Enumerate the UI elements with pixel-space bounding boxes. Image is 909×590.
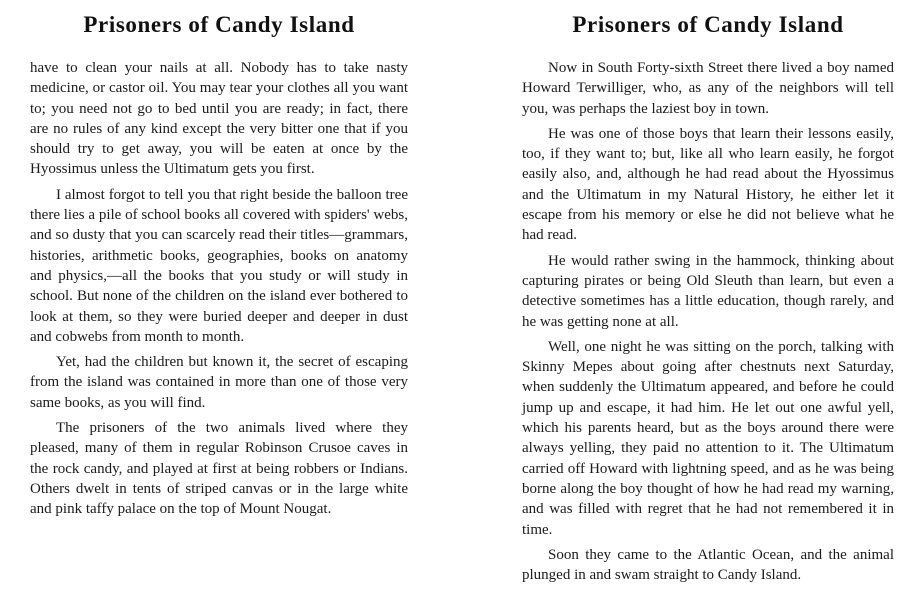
- left-page-body: [30, 58, 408, 525]
- left-page-title: Prisoners of Candy Island: [83, 12, 355, 37]
- left-paragraph-3: Yet, had the children but known it, the secret of escaping from the island was contained in more than one of those very same books, as you will find.: [30, 354, 408, 411]
- right-paragraph-5: Soon they came to the Atlantic Ocean, and the animal plunged in and swam straight to Candy Island.: [522, 546, 894, 584]
- right-page-title: Prisoners of Candy Island: [572, 12, 844, 37]
- right-paragraph-3: He would rather swing in the hammock, thinking about capturing pirates or being Old Sleuth than learn, but even a detective sometimes has a little education, though rarely, and he was getting none at all.: [522, 252, 894, 330]
- left-paragraph-4: The prisoners of the two animals lived where they pleased, many of them in regular Robinson Crusoe caves in the rock candy, and played at first at being robbers or Indians. Others dwelt in tents of striped canvas or in the large white and pink taffy palace on the top of Mount Nougat.: [30, 420, 408, 518]
- left-paragraph-2: I almost forgot to tell you that right beside the balloon tree there lies a pile of school books all covered with spiders' webs, and so dusty that you can scarcely read their titles—grammars, histories, arithmetic books, geographies, books on anatomy and physics,—all the books that you study or will study in school. But none of the children on the island ever bothered to look at them, so they were buried deeper and deeper in dust and cobwebs from month to month.: [30, 186, 408, 345]
- right-page: [522, 0, 894, 584]
- right-page-body: [522, 58, 894, 590]
- left-page: [30, 0, 408, 581]
- right-paragraph-4: Well, one night he was sitting on the porch, talking with Skinny Mepes about going after chestnuts next Saturday, when suddenly the Ultimatum appeared, and before he could jump up and escape, it had him. He let out one awful yell, which his parents heard, but as the boys around there were always yelling, they paid no attention to it. The Ultimatum carried off Howard with lightning speed, and as he was being borne along the boy thought of how he had read my warning, and was filled with regret that he had not remembered it in time.: [522, 338, 894, 538]
- right-paragraph-1: Now in South Forty-sixth Street there lived a boy named Howard Terwilliger, who, as any of the neighbors will tell you, was perhaps the laziest boy in town.: [522, 60, 894, 117]
- right-paragraph-2: He was one of those boys that learn their lessons easily, too, if they want to; but, like all who learn easily, he forgot easily also, and, although he had read about the Hyossimus and the Ultimatum in my Natural History, he either let it escape from his memory or else he did not believe what he had read.: [522, 125, 894, 244]
- left-paragraph-1: have to clean your nails at all. Nobody has to take nasty medicine, or castor oil. You may tear your clothes all you want to; you need not go to bed until you are ready; in fact, there are no rules of any kind except the very bitter one that if you should try to get away, you will be eaten at once by the Hyossimus unless the Ultimatum gets you first.: [30, 60, 408, 178]
